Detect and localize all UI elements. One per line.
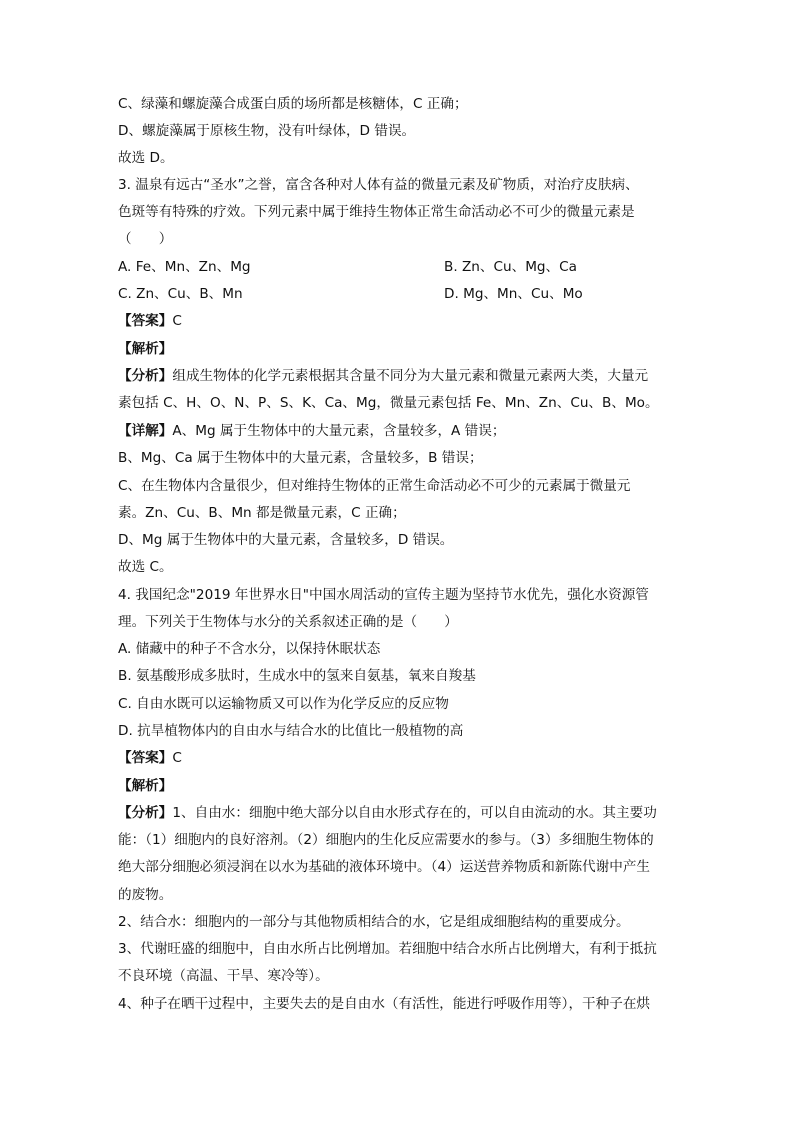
text-line: 素包括 C、H、O、N、P、S、K、Ca、Mg，微量元素包括 Fe、Mn、Zn、Cu、B、Mo。 bbox=[118, 395, 659, 411]
answer-line bbox=[118, 748, 182, 768]
text-line: 不良环境（高温、干旱、寒冷等）。 bbox=[118, 968, 329, 984]
text-line: 故选 C。 bbox=[118, 559, 173, 575]
detail-label: 【详解】 bbox=[118, 423, 173, 439]
option-b: B. 氨基酸形成多肽时，生成水中的氢来自氨基，氧来自羧基 bbox=[118, 668, 476, 684]
option-a: A. Fe、Mn、Zn、Mg bbox=[118, 259, 251, 275]
text-line: B、Mg、Ca 属于生物体中的大量元素，含量较多，B 错误； bbox=[118, 450, 483, 466]
analysis-label: 【解析】 bbox=[118, 341, 173, 357]
analysis-line bbox=[118, 366, 648, 386]
answer-label: 【答案】 bbox=[118, 750, 173, 766]
option-c: C. 自由水既可以运输物质又可以作为化学反应的反应物 bbox=[118, 696, 449, 712]
question-4-stem: 4. 我国纪念"2019 年世界水日"中国水周活动的宣传主题为坚持节水优先，强化水资源管 bbox=[118, 587, 649, 603]
question-3-stem-cont: 色斑等有特殊的疗效。下列元素中属于维持生物体正常生命活动必不可少的微量元素是 bbox=[118, 204, 635, 220]
analysis-line bbox=[118, 803, 657, 823]
detail-text: A、Mg 属于生物体中的大量元素，含量较多，A 错误； bbox=[172, 423, 506, 439]
answer-line bbox=[118, 311, 182, 331]
answer-value: C bbox=[172, 313, 182, 329]
text-line: 2、结合水：细胞内的一部分与其他物质相结合的水，它是组成细胞结构的重要成分。 bbox=[118, 914, 630, 930]
analysis-text: 1、自由水：细胞中绝大部分以自由水形式存在的，可以自由流动的水。其主要功 bbox=[172, 805, 657, 821]
text-line: C、绿藻和螺旋藻合成蛋白质的场所都是核糖体，C 正确； bbox=[118, 96, 468, 112]
question-4-stem-cont: 理。下列关于生物体与水分的关系叙述正确的是（ ） bbox=[118, 614, 458, 630]
analysis-text: 组成生物体的化学元素根据其含量不同分为大量元素和微量元素两大类，大量元 bbox=[172, 368, 649, 384]
text-line: 故选 D。 bbox=[118, 150, 174, 166]
analysis-heading bbox=[118, 339, 172, 359]
answer-label: 【答案】 bbox=[118, 313, 173, 329]
answer-blank: （ ） bbox=[118, 231, 173, 247]
text-line: C、在生物体内含量很少，但对维持生物体的正常生命活动必不可少的元素属于微量元 bbox=[118, 478, 631, 494]
text-line: 4、种子在晒干过程中，主要失去的是自由水（有活性，能进行呼吸作用等），干种子在烘 bbox=[118, 996, 651, 1012]
text-line: 绝大部分细胞必须浸润在以水为基础的液体环境中。（4）运送营养物质和新陈代谢中产生 bbox=[118, 859, 651, 875]
option-d: D. Mg、Mn、Cu、Mo bbox=[444, 286, 583, 302]
option-c: C. Zn、Cu、B、Mn bbox=[118, 286, 243, 302]
answer-value: C bbox=[172, 750, 182, 766]
question-3-stem: 3. 温泉有远古“圣水”之誉，富含各种对人体有益的微量元素及矿物质，对治疗皮肤病、 bbox=[118, 177, 639, 193]
option-b: B. Zn、Cu、Mg、Ca bbox=[444, 259, 577, 275]
option-a: A. 储藏中的种子不含水分，以保持休眠状态 bbox=[118, 641, 381, 657]
text-line: D、Mg 属于生物体中的大量元素，含量较多，D 错误。 bbox=[118, 532, 454, 548]
analysis-heading bbox=[118, 776, 172, 796]
text-line: 3、代谢旺盛的细胞中，自由水所占比例增加。若细胞中结合水所占比例增大，有利于抵抗 bbox=[118, 941, 657, 957]
analysis-label: 【解析】 bbox=[118, 778, 173, 794]
text-line: D、螺旋藻属于原核生物，没有叶绿体，D 错误。 bbox=[118, 123, 416, 139]
text-line: 能：（1）细胞内的良好溶剂。（2）细胞内的生化反应需要水的参与。（3）多细胞生物体的 bbox=[118, 832, 654, 848]
text-line: 素。Zn、Cu、B、Mn 都是微量元素，C 正确； bbox=[118, 505, 406, 521]
text-line: 的废物。 bbox=[118, 887, 173, 903]
option-d: D. 抗旱植物体内的自由水与结合水的比值比一般植物的高 bbox=[118, 723, 464, 739]
detail-line bbox=[118, 421, 505, 441]
analysis-sub-label: 【分析】 bbox=[118, 368, 173, 384]
analysis-sub-label: 【分析】 bbox=[118, 805, 173, 821]
